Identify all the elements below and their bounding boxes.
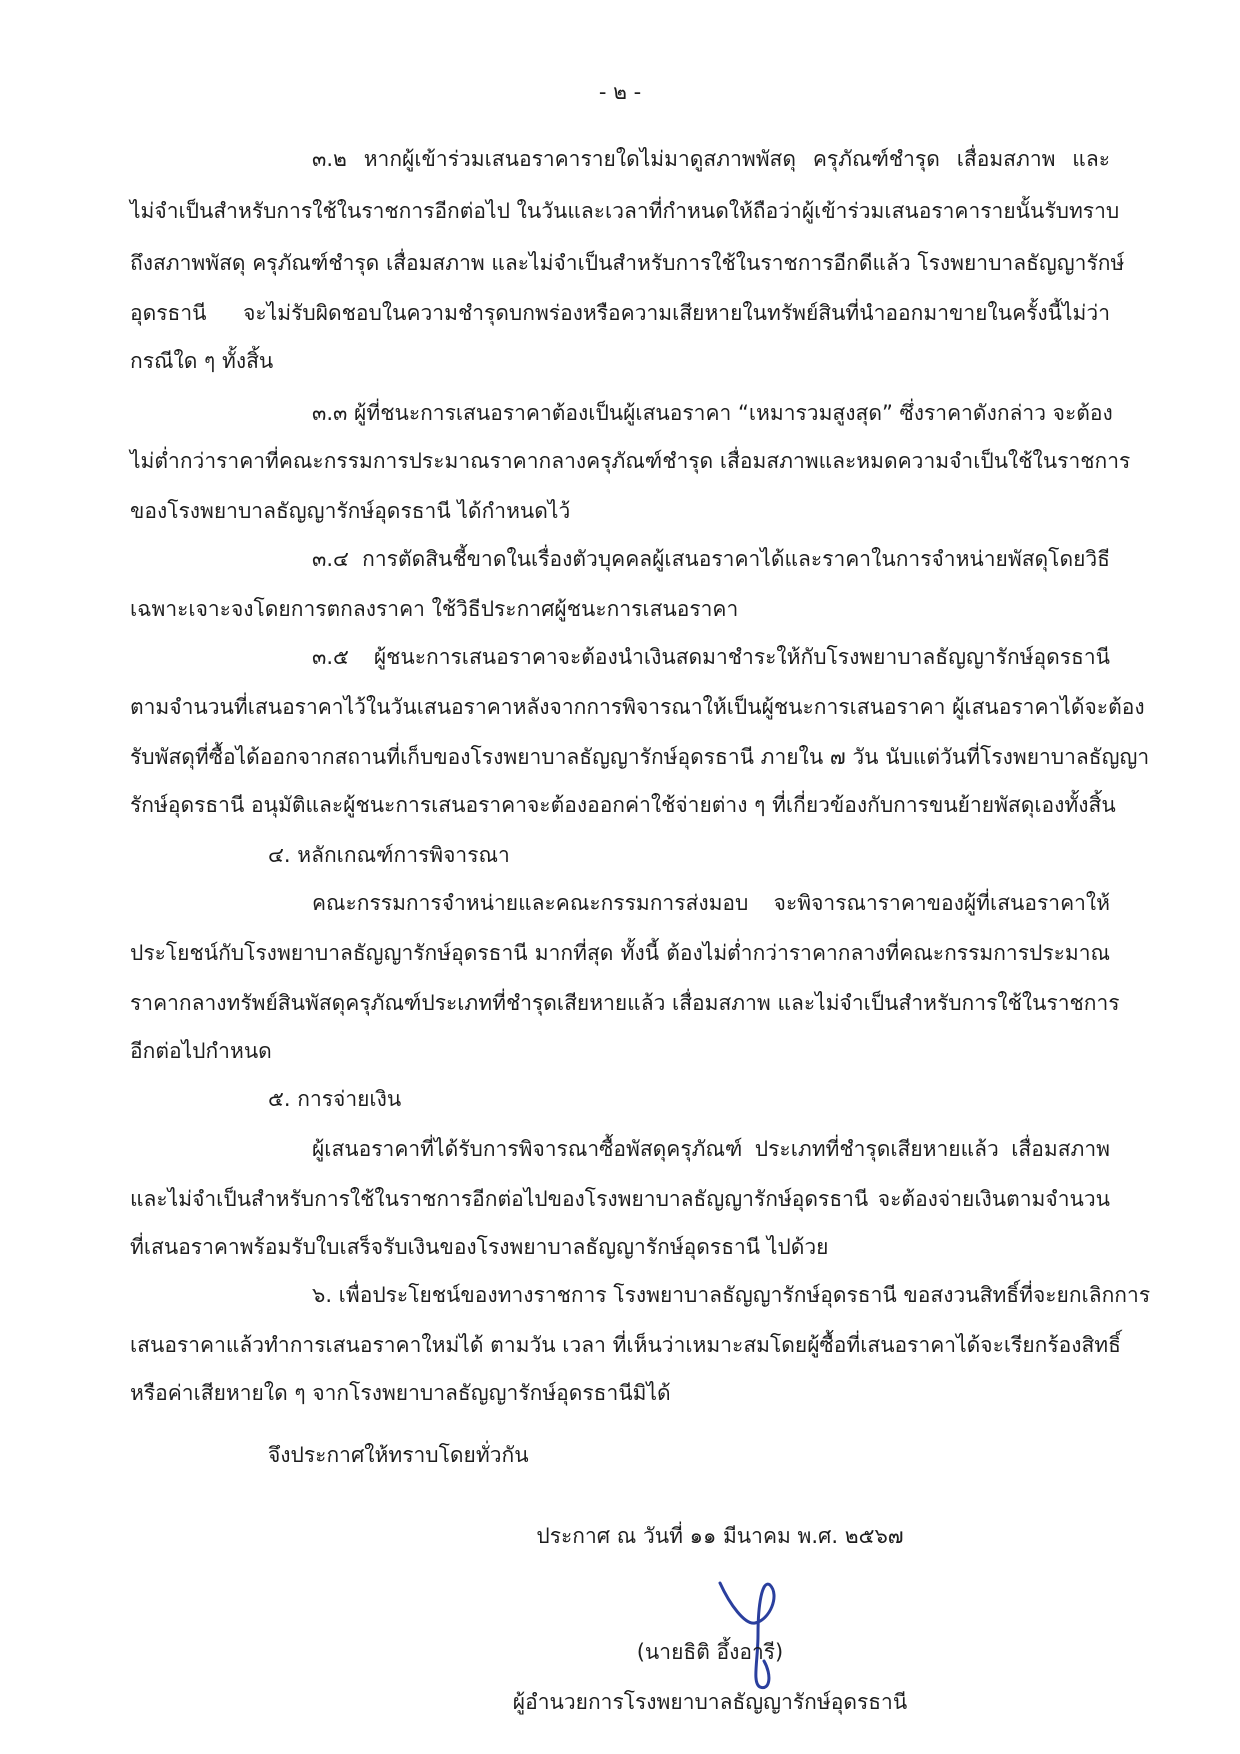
paragraph-line: อีกต่อไปกำหนด (130, 1039, 272, 1063)
page-number: - ๒ - (598, 80, 642, 104)
paragraph-line: ตามจำนวนที่เสนอราคาไว้ในวันเสนอราคาหลังจากการพิจารณาให้เป็นผู้ชนะการเสนอราคา ผู้เสนอราคาได้จะต้อง (130, 695, 1145, 719)
paragraph-line: ที่เสนอราคาพร้อมรับใบเสร็จรับเงินของโรงพยาบาลธัญญารักษ์อุดรธานี ไปด้วย (130, 1235, 829, 1259)
paragraph-line: ๓.๕ ผู้ชนะการเสนอราคาจะต้องนำเงินสดมาชำระให้กับโรงพยาบาลธัญญารักษ์อุดรธานี (312, 645, 1110, 669)
paragraph-line: และไม่จำเป็นสำหรับการใช้ในราชการอีกต่อไปของโรงพยาบาลธัญญารักษ์อุดรธานี จะต้องจ่ายเงินตามจำนวน (130, 1187, 1110, 1211)
section-heading: ๕. การจ่ายเงิน (268, 1087, 402, 1111)
paragraph-line: ถึงสภาพพัสดุ ครุภัณฑ์ชำรุด เสื่อมสภาพ และไม่จำเป็นสำหรับการใช้ในราชการอีกดีแล้ว โรงพยาบาลธัญญารักษ์ (130, 251, 1125, 275)
paragraph-line: ๖. เพื่อประโยชน์ของทางราชการ โรงพยาบาลธัญญารักษ์อุดรธานี ขอสงวนสิทธิ์ที่จะยกเลิกการ (312, 1283, 1151, 1307)
paragraph-line: หรือค่าเสียหายใด ๆ จากโรงพยาบาลธัญญารักษ์อุดรธานีมิได้ (130, 1381, 671, 1405)
section-heading: ๔. หลักเกณฑ์การพิจารณา (268, 843, 510, 867)
paragraph-line: ๓.๓ ผู้ที่ชนะการเสนอราคาต้องเป็นผู้เสนอราคา “เหมารวมสูงสุด” ซึ่งราคาดังกล่าว จะต้อง (312, 401, 1113, 425)
paragraph-line: อุดรธานี จะไม่รับผิดชอบในความชำรุดบกพร่องหรือความเสียหายในทรัพย์สินที่นำออกมาขายในครั้งนี้ไม่ว่า (130, 301, 1110, 325)
paragraph-line: ไม่จำเป็นสำหรับการใช้ในราชการอีกต่อไป ในวันและเวลาที่กำหนดให้ถือว่าผู้เข้าร่วมเสนอราคารายนั้นรับทราบ (130, 199, 1120, 223)
signer-name: (นายธิติ อึ้งอารี) (636, 1640, 784, 1664)
closing-statement: จึงประกาศให้ทราบโดยทั่วกัน (268, 1443, 529, 1467)
paragraph-line: กรณีใด ๆ ทั้งสิ้น (130, 349, 274, 373)
announcement-date: ประกาศ ณ วันที่ ๑๑ มีนาคม พ.ศ. ๒๕๖๗ (536, 1524, 904, 1548)
paragraph-line: คณะกรรมการจำหน่ายและคณะกรรมการส่งมอบ จะพิจารณาราคาของผู้ที่เสนอราคาให้ (312, 891, 1110, 915)
paragraph-line: ผู้เสนอราคาที่ได้รับการพิจารณาซื้อพัสดุครุภัณฑ์ ประเภทที่ชำรุดเสียหายแล้ว เสื่อมสภาพ (312, 1137, 1110, 1161)
paragraph-line: ไม่ต่ำกว่าราคาที่คณะกรรมการประมาณราคากลางครุภัณฑ์ชำรุด เสื่อมสภาพและหมดความจำเป็นใช้ในราชการ (130, 449, 1131, 473)
paragraph-line: เสนอราคาแล้วทำการเสนอราคาใหม่ได้ ตามวัน เวลา ที่เห็นว่าเหมาะสมโดยผู้ซื้อที่เสนอราคาได้จะเรียกร้องสิทธิ์ (130, 1333, 1121, 1357)
paragraph-line: ราคากลางทรัพย์สินพัสดุครุภัณฑ์ประเภทที่ชำรุดเสียหายแล้ว เสื่อมสภาพ และไม่จำเป็นสำหรับการใช้ในราชการ (130, 991, 1120, 1015)
paragraph-line: ของโรงพยาบาลธัญญารักษ์อุดรธานี ได้กำหนดไว้ (130, 499, 571, 523)
paragraph-line: รับพัสดุที่ซื้อได้ออกจากสถานที่เก็บของโรงพยาบาลธัญญารักษ์อุดรธานี ภายใน ๗ วัน นับแต่วันที่โรงพยาบาลธัญญา (130, 745, 1150, 769)
paragraph-line: ๓.๒ หากผู้เข้าร่วมเสนอราคารายใดไม่มาดูสภาพพัสดุ ครุภัณฑ์ชำรุด เสื่อมสภาพ และ (312, 147, 1110, 171)
paragraph-line: รักษ์อุดรธานี อนุมัติและผู้ชนะการเสนอราคาจะต้องออกค่าใช้จ่ายต่าง ๆ ที่เกี่ยวข้องกับการขนย้ายพัสดุเองทั้งสิ้น (130, 793, 1116, 817)
signer-position: ผู้อำนวยการโรงพยาบาลธัญญารักษ์อุดรธานี (512, 1690, 908, 1714)
paragraph-line: เฉพาะเจาะจงโดยการตกลงราคา ใช้วิธีประกาศผู้ชนะการเสนอราคา (130, 597, 739, 621)
paragraph-line: ประโยชน์กับโรงพยาบาลธัญญารักษ์อุดรธานี มากที่สุด ทั้งนี้ ต้องไม่ต่ำกว่าราคากลางที่คณะกรรมการประมาณ (130, 941, 1110, 965)
paragraph-line: ๓.๔ การตัดสินชี้ขาดในเรื่องตัวบุคคลผู้เสนอราคาได้และราคาในการจำหน่ายพัสดุโดยวิธี (312, 547, 1110, 571)
signature (700, 1565, 820, 1695)
